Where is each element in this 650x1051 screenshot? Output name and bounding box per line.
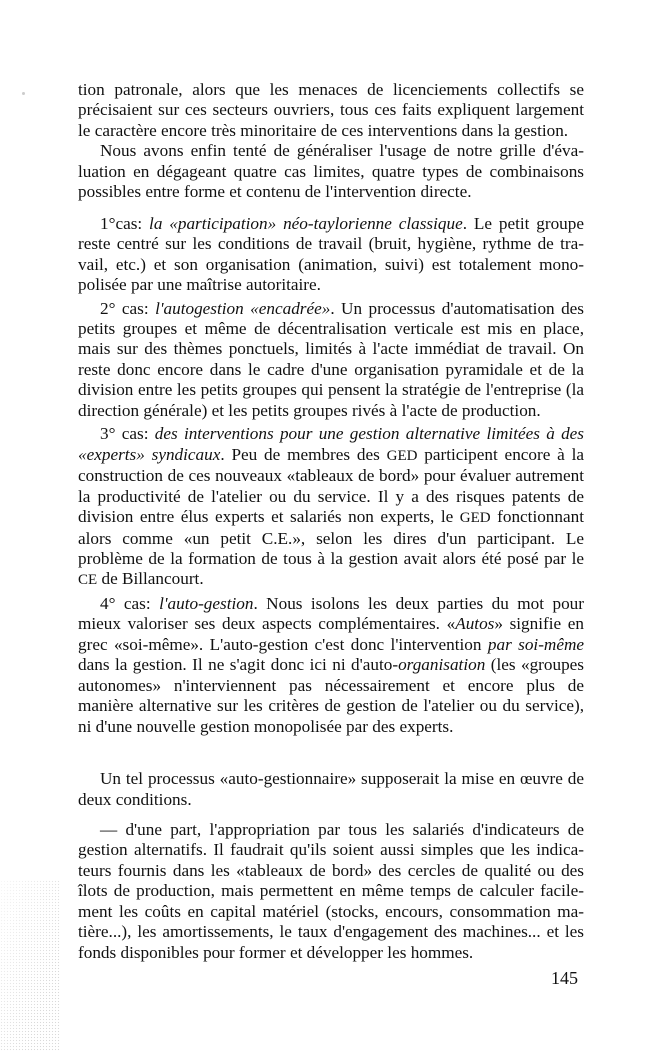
- case-title: la «participation» néo-taylorienne classique: [149, 213, 463, 233]
- paragraph-case-2: [78, 299, 584, 422]
- scan-edge-noise: [0, 880, 60, 1051]
- text-segment: participent encore à la construction de ces nouveaux «tableaux de bord» pour évaluer autrement la productivité de l'atelier ou du service. Il y a des risques patents de division entre élus experts et salariés non experts, le: [78, 444, 585, 527]
- book-page-body: [78, 80, 584, 963]
- acronym-ged: GED: [459, 510, 491, 527]
- text-segment: . Nous isolons les deux parties du mot pour mieux valoriser ses deux aspects complémentaires. «: [78, 593, 584, 634]
- text-segment: » signifie en grec «soi-même». L'auto-gestion c'est donc l'intervention: [78, 614, 585, 654]
- italic-term: Autos: [455, 614, 495, 634]
- text-segment: — d'une part, l'appropriation par tous les salariés d'indicateurs de gestion alternatifs. Il faudrait qu'ils soient aussi simples que les indicateurs fournis dans les «tableaux de bord» des cercles de qualité ou des îlots de production, mais permettent en même temps de calculer facilement les coûts en capital matériel (stocks, encours, consommation matière...), les amortissements, le taux d'engagement des machines... et les fonds disponibles pour former et développer les hommes.: [78, 819, 584, 962]
- text-segment: de Billancourt.: [97, 569, 204, 589]
- text-segment: . Le petit groupe reste centré sur les conditions de travail (bruit, hygiène, rythme de travail, etc.) et son organisation (animation, suivi) est totalement monopolisée par une maîtrise autoritaire.: [78, 213, 584, 295]
- paragraph-continuation: [78, 80, 584, 141]
- case-label: 2° cas:: [100, 298, 156, 318]
- paragraph-condition-1: [78, 820, 584, 963]
- case-title: l'auto-gestion: [159, 593, 254, 613]
- text-segment: dans la gestion. Il ne s'agit donc ici ni d'auto-: [78, 655, 399, 675]
- italic-term: par soi-même: [487, 634, 585, 654]
- scan-speck: [22, 92, 25, 95]
- case-title: des interventions pour une gestion alternative limitées à des «experts» syndicaux: [78, 424, 584, 464]
- text-segment: (les «groupes autonomes» n'interviennent pas nécessairement et encore plus de manière alternative sur les critères de gestion de l'atelier ou du service), ni d'une nouvelle gestion monopolisée par des experts.: [78, 655, 585, 736]
- paragraph-grid-generalisation: [78, 141, 584, 202]
- case-title: l'autogestion «encadrée»: [155, 298, 331, 318]
- text-segment: tion patronale, alors que les menaces de licenciements collectifs se précisaient sur ces secteurs ouvriers, tous ces faits expliquent largement le caractère encore très minoritaire de ces interventions dans la gestion.: [78, 80, 584, 140]
- page-number: 145: [551, 968, 578, 988]
- case-label: 3° cas:: [100, 424, 155, 444]
- text-segment: fonctionnant alors comme «un petit C.E.», selon les dires d'un participant. Le problème de la formation de tous à la gestion avait alors été posé par le: [78, 507, 584, 568]
- text-segment: . Peu de membres des: [220, 444, 387, 464]
- italic-term: organisation: [398, 655, 486, 675]
- paragraph-case-4: [78, 594, 584, 737]
- acronym-ce: CE: [78, 572, 98, 589]
- paragraph-conditions-intro: [78, 769, 584, 810]
- paragraph-case-3: [78, 424, 584, 591]
- case-label: 4° cas:: [100, 593, 160, 613]
- text-segment: Nous avons enfin tenté de généraliser l'usage de notre grille d'évaluation en dégageant quatre cas limites, quatre types de combinaisons possibles entre forme et contenu de l'intervention directe.: [78, 141, 584, 202]
- paragraph-case-1: [78, 214, 584, 296]
- text-segment: Un tel processus «auto-gestionnaire» supposerait la mise en œuvre de deux conditions.: [78, 769, 584, 809]
- text-segment: . Un processus d'automatisation des petits groupes et même de décentralisation verticale est mis en place, mais sur des thèmes ponctuels, limités à l'acte immédiat de travail. On reste donc encore dans le cadre d'une organisation pyramidale et de la division entre les petits groupes qui pensent la stratégie de l'entreprise (la direction générale) et les petits groupes rivés à l'acte de production.: [78, 298, 584, 420]
- acronym-ged: GED: [386, 447, 418, 464]
- case-label: 1°cas:: [100, 213, 150, 233]
